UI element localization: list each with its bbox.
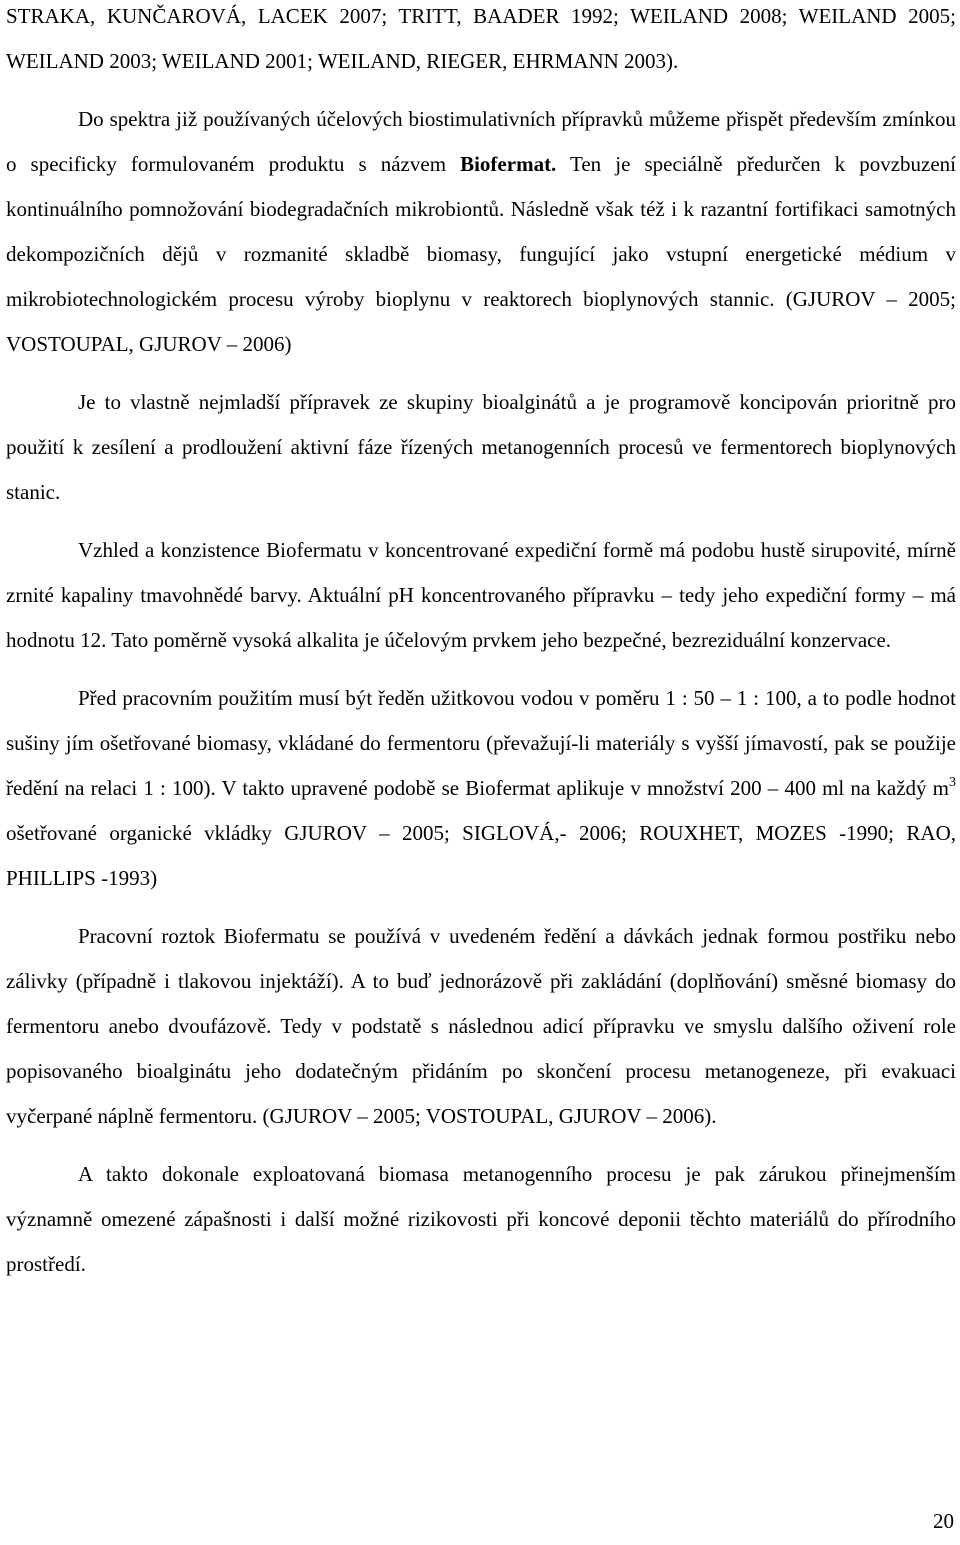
- body-text: [6, 0, 956, 1287]
- paragraph-appearance: Vzhled a konzistence Biofermatu v koncentrované expediční formě má podobu hustě sirupovité, mírně zrnité kapaliny tmavohnědé barvy. Aktuální pH koncentrovaného přípravku – tedy jeho expediční formy – má hodnotu 12. Tato poměrně vysoká alkalita je účelovým prvkem jeho bezpečné, bezreziduální konzervace.: [6, 538, 956, 652]
- paragraph-references-continued: STRAKA, KUNČAROVÁ, LACEK 2007; TRITT, BAADER 1992; WEILAND 2008; WEILAND 2005; WEILAND 2003; WEILAND 2001; WEILAND, RIEGER, EHRMANN 2003).: [6, 4, 956, 73]
- paragraph-text: ošetřované organické vkládky GJUROV – 2005; SIGLOVÁ,- 2006; ROUXHET, MOZES -1990; RAO, PHILLIPS -1993): [6, 821, 956, 890]
- superscript: 3: [949, 775, 956, 790]
- product-name: Biofermat.: [460, 152, 557, 176]
- paragraph-bioalginate: Je to vlastně nejmladší přípravek ze skupiny bioalginátů a je programově koncipován prioritně pro použití k zesílení a prodloužení aktivní fáze řízených metanogenních procesů ve fermentorech bioplynových stanic.: [6, 390, 956, 504]
- paragraph-conclusion: A takto dokonale exploatovaná biomasa metanogenního procesu je pak zárukou přinejmenším významně omezené zápašnosti i další možné rizikovosti při koncové deponii těchto materiálů do přírodního prostředí.: [6, 1162, 956, 1276]
- paragraph-text: Do spektra již používaných účelových biostimulativních přípravků můžeme přispět především zmínkou o specificky formulovaném produktu s názvem: [6, 107, 956, 176]
- paragraph-biofermat-intro: [6, 97, 956, 367]
- paragraph-application: Pracovní roztok Biofermatu se používá v uvedeném ředění a dávkách jednak formou postřiku nebo zálivky (případně i tlakovou injektáží). A to buď jednorázově při zakládání (doplňování) směsné biomasy do fermentoru anebo dvoufázově. Tedy v podstatě s následnou adicí přípravku ve smyslu dalšího oživení role popisovaného bioalginátu jeho dodatečným přidáním po skončení procesu metanogeneze, při evakuaci vyčerpané náplně fermentoru. (GJUROV – 2005; VOSTOUPAL, GJUROV – 2006).: [6, 924, 956, 1128]
- paragraph-text: Před pracovním použitím musí být ředěn užitkovou vodou v poměru 1 : 50 – 1 : 100, a to podle hodnot sušiny jím ošetřované biomasy, vkládané do fermentoru (převažují-li materiály s vyšší jímavostí, pak se použije ředění na relaci 1 : 100). V takto upravené podobě se Biofermat aplikuje v množství 200 – 400 ml na každý m: [6, 686, 956, 800]
- page-number: 20: [933, 1509, 954, 1533]
- paragraph-text: Ten je speciálně předurčen k povzbuzení kontinuálního pomnožování biodegradačních mikrobiontů. Následně však též i k razantní fortifikaci samotných dekompozičních dějů v rozmanité skladbě biomasy, fungující jako vstupní energetické médium v mikrobiotechnologickém procesu výroby bioplynu v reaktorech bioplynových stannic. (GJUROV – 2005; VOSTOUPAL, GJUROV – 2006): [6, 152, 957, 356]
- paragraph-dilution: [6, 676, 956, 901]
